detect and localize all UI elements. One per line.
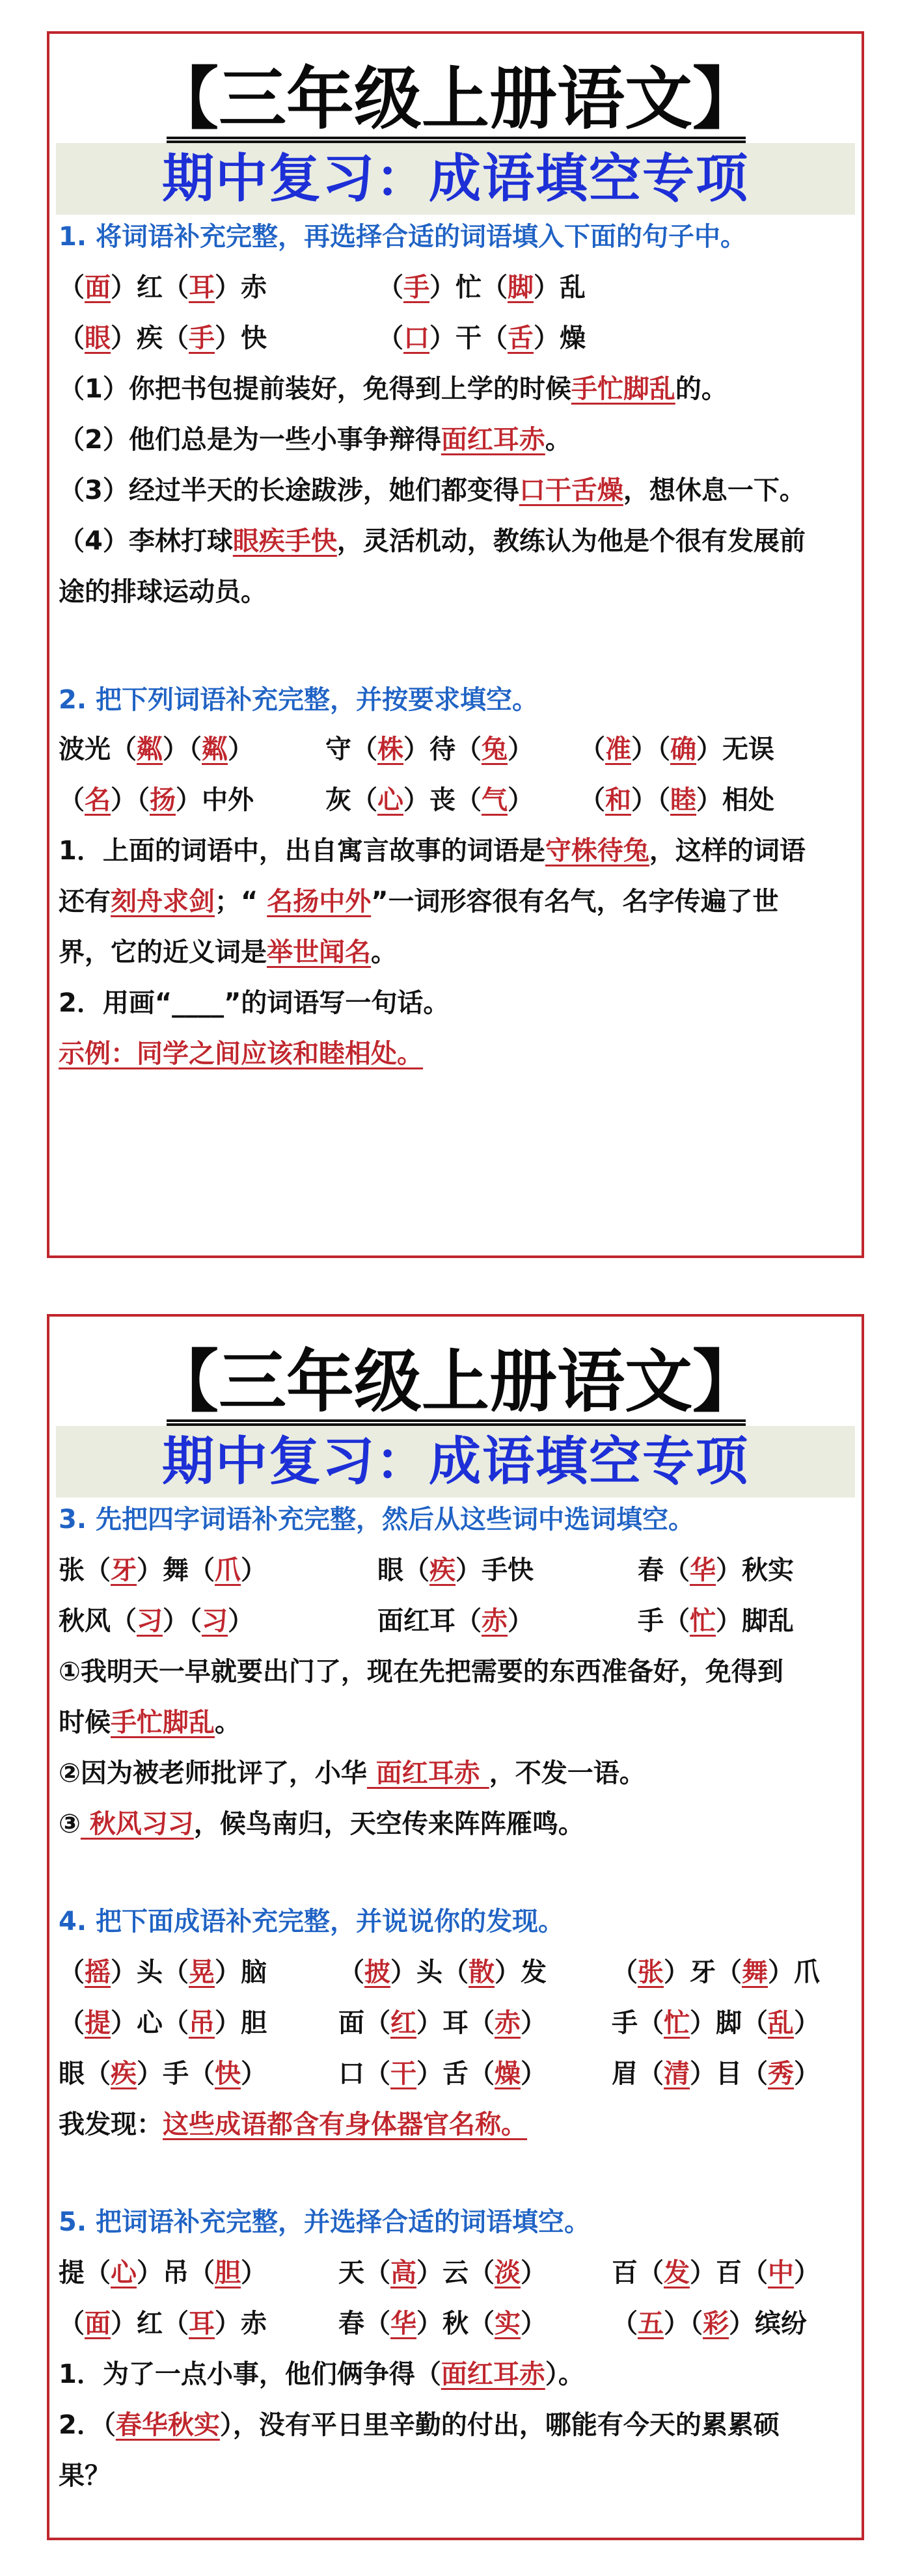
idiom-item: 面（红）耳（赤） bbox=[338, 2008, 547, 2038]
q2-example-answer: 示例：同学之间应该和睦相处。 bbox=[59, 1039, 423, 1069]
idiom-item: 春（华）秋实 bbox=[638, 1555, 794, 1585]
page-subtitle: 期中复习：成语填空专项 bbox=[162, 148, 749, 209]
idiom-item: 手（忙）脚（乱） bbox=[612, 2008, 820, 2038]
page-title: 【三年级上册语文】 bbox=[150, 1342, 760, 1421]
q2-line-3: 界，它的近义词是举世闻名。 bbox=[59, 937, 397, 967]
idiom-item: 手（忙）脚乱 bbox=[638, 1606, 794, 1636]
subtitle-band bbox=[56, 143, 855, 215]
idiom-item: （和）（睦）相处 bbox=[579, 785, 774, 815]
page-title: 【三年级上册语文】 bbox=[150, 59, 760, 139]
idiom-item: （手）忙（脚）乱 bbox=[377, 273, 586, 302]
q3-sentence-1-cont: 时候手忙脚乱。 bbox=[59, 1708, 241, 1737]
idiom-item: 张（牙）舞（爪） bbox=[59, 1555, 267, 1585]
q5-sentence-1: 1．为了一点小事，他们俩争得（面红耳赤）。 bbox=[59, 2359, 584, 2389]
idiom-item: 天（高）云（淡） bbox=[338, 2258, 547, 2288]
idiom-item: 灰（心）丧（气） bbox=[325, 785, 534, 815]
q3-sentence-1: ①我明天一早就要出门了，现在先把需要的东西准备好，免得到 bbox=[59, 1657, 783, 1687]
q1-sentence-2: （2）他们总是为一些小事争辩得面红耳赤。 bbox=[59, 425, 571, 455]
q1-sentence-1: （1）你把书包提前装好，免得到上学的时候手忙脚乱的。 bbox=[59, 374, 727, 404]
idiom-item: 百（发）百（中） bbox=[612, 2258, 820, 2288]
idiom-item: 面红耳（赤） bbox=[377, 1606, 534, 1636]
q3-sentence-2: ②因为被老师批评了，小华 面红耳赤 ，不发一语。 bbox=[59, 1758, 646, 1788]
question-5-prompt: 5. 把词语补充完整，并选择合适的词语填空。 bbox=[59, 2207, 590, 2237]
idiom-item: 春（华）秋（实） bbox=[338, 2309, 547, 2339]
title-underline bbox=[167, 137, 746, 143]
idiom-item: 眉（清）目（秀） bbox=[612, 2059, 820, 2089]
idiom-item: 秋风（习）（习） bbox=[59, 1606, 254, 1636]
question-1-prompt: 1. 将词语补充完整，再选择合适的词语填入下面的句子中。 bbox=[59, 222, 746, 252]
page-subtitle: 期中复习：成语填空专项 bbox=[162, 1431, 749, 1492]
q2-line-4: 2．用画“____”的词语写一句话。 bbox=[59, 988, 450, 1018]
q1-sentence-3: （3）经过半天的长途跋涉，她们都变得口干舌燥，想休息一下。 bbox=[59, 476, 806, 505]
idiom-item: （眼）疾（手）快 bbox=[59, 323, 267, 353]
idiom-item: （摇）头（晃）脑 bbox=[59, 1957, 267, 1987]
idiom-item: 提（心）吊（胆） bbox=[59, 2258, 267, 2288]
idiom-item: （面）红（耳）赤 bbox=[59, 2309, 267, 2339]
q2-line-2: 还有刻舟求剑；“ 名扬中外”一词形容很有名气，名字传遍了世 bbox=[59, 887, 779, 917]
idiom-item: （准）（确）无误 bbox=[579, 734, 774, 764]
idiom-item: 守（株）待（兔） bbox=[325, 734, 534, 764]
idiom-item: （面）红（耳）赤 bbox=[59, 273, 267, 302]
q4-finding: 我发现：这些成语都含有身体器官名称。 bbox=[59, 2110, 527, 2140]
q2-line-1: 1．上面的词语中，出自寓言故事的词语是守株待兔，这样的词语 bbox=[59, 836, 806, 866]
idiom-item: 波光（粼）（粼） bbox=[59, 734, 254, 764]
idiom-item: （名）（扬）中外 bbox=[59, 785, 254, 815]
idiom-item: 眼（疾）手快 bbox=[377, 1555, 534, 1585]
idiom-item: （五）（彩）缤纷 bbox=[612, 2309, 807, 2339]
q3-sentence-3: ③ 秋风习习，候鸟南归，天空传来阵阵雁鸣。 bbox=[59, 1809, 584, 1839]
question-4-prompt: 4. 把下面成语补充完整，并说说你的发现。 bbox=[59, 1907, 564, 1937]
worksheet-page-1 bbox=[47, 31, 864, 1258]
idiom-item: （口）干（舌）燥 bbox=[377, 323, 586, 353]
q1-sentence-4-cont: 途的排球运动员。 bbox=[59, 577, 267, 607]
idiom-item: 口（干）舌（燥） bbox=[338, 2059, 547, 2089]
idiom-item: 眼（疾）手（快） bbox=[59, 2059, 267, 2089]
q1-sentence-4: （4）李林打球眼疾手快，灵活机动，教练认为他是个很有发展前 bbox=[59, 526, 806, 556]
q5-sentence-2: 2．（春华秋实），没有平日里辛勤的付出，哪能有今天的累累硕 bbox=[59, 2410, 780, 2440]
subtitle-band bbox=[56, 1426, 855, 1497]
idiom-item: （提）心（吊）胆 bbox=[59, 2008, 267, 2038]
idiom-item: （张）牙（舞）爪 bbox=[612, 1957, 820, 1987]
worksheet-page-2 bbox=[47, 1314, 864, 2540]
question-3-prompt: 3. 先把四字词语补充完整，然后从这些词中选词填空。 bbox=[59, 1505, 694, 1535]
title-underline bbox=[167, 1419, 746, 1426]
q5-sentence-2-cont: 果？ bbox=[59, 2461, 111, 2491]
question-2-prompt: 2. 把下列词语补充完整，并按要求填空。 bbox=[59, 685, 538, 715]
idiom-item: （披）头（散）发 bbox=[338, 1957, 547, 1987]
